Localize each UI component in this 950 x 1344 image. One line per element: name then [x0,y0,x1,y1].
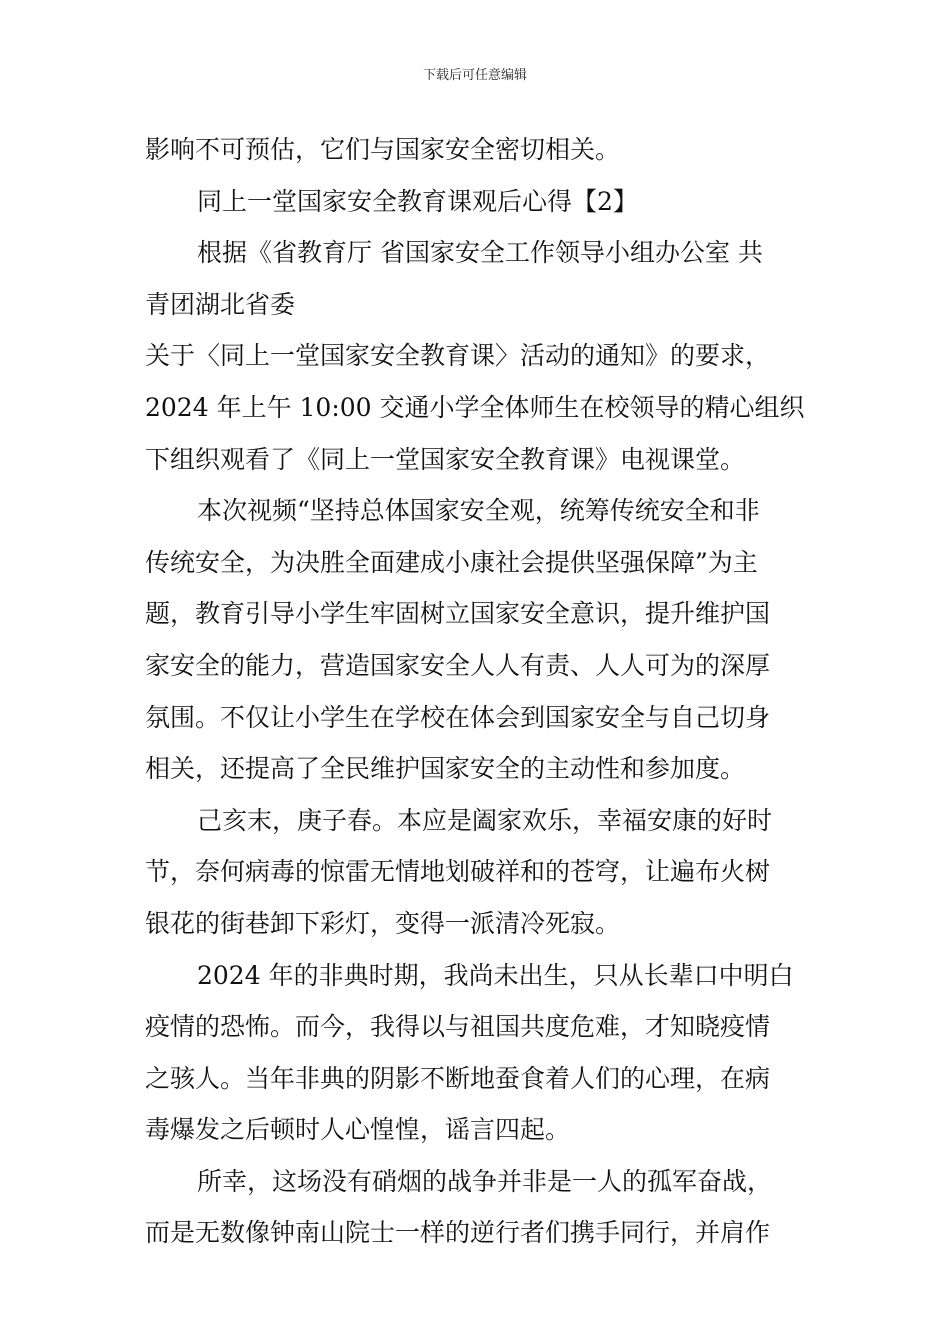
text-line: 同上一堂国家安全教育课观后心得【2】 [197,186,638,216]
text-line: 下组织观看了《同上一堂国家安全教育课》电视课堂。 [145,444,746,474]
text-line: 所幸，这场没有硝烟的战争并非是一人的孤军奋战， [197,1166,773,1196]
text-line: 银花的街巷卸下彩灯，变得一派清冷死寂。 [145,908,621,938]
text-line: 关于〈同上一堂国家安全教育课〉活动的通知》的要求， [145,341,771,371]
text-line: 毒爆发之后顿时人心惶惶，谣言四起。 [145,1115,571,1145]
text-line: 氛围。不仅让小学生在学校在体会到国家安全与自己切身 [145,702,771,732]
text-line: 之骇人。当年非典的阴影不断地蚕食着人们的心理，在病 [145,1063,771,1093]
text-line: 节，奈何病毒的惊雷无情地划破祥和的苍穹，让遍布火树 [145,857,771,887]
text-line: 己亥末，庚子春。本应是阖家欢乐，幸福安康的好时 [197,805,773,835]
text-line: 2024 年的非典时期，我尚未出生，只从长辈口中明白 [197,960,794,990]
text-line: 根据《省教育厅 省国家安全工作领导小组办公室 共 [197,238,763,268]
text-line: 本次视频“坚持总体国家安全观，统筹传统安全和非 [197,496,760,526]
text-line: 相关，还提高了全民维护国家安全的主动性和参加度。 [145,754,746,784]
text-line: 题，教育引导小学生牢固树立国家安全意识，提升维护国 [145,599,771,629]
text-line: 而是无数像钟南山院士一样的逆行者们携手同行，并肩作 [145,1218,771,1248]
text-line: 青团湖北省委 [145,289,296,319]
text-line: 传统安全，为决胜全面建成小康社会提供坚强保障”为主 [145,547,758,577]
text-line: 疫情的恐怖。而今，我得以与祖国共度危难，才知晓疫情 [145,1012,771,1042]
text-line: 影响不可预估，它们与国家安全密切相关。 [145,135,621,164]
text-line: 2024 年上午 10:00 交通小学全体师生在校领导的精心组织 [145,392,805,422]
document-body [145,124,817,1259]
page-header-note: 下载后可任意编辑 [422,68,527,83]
text-line: 家安全的能力，营造国家安全人人有责、人人可为的深厚 [145,650,771,680]
